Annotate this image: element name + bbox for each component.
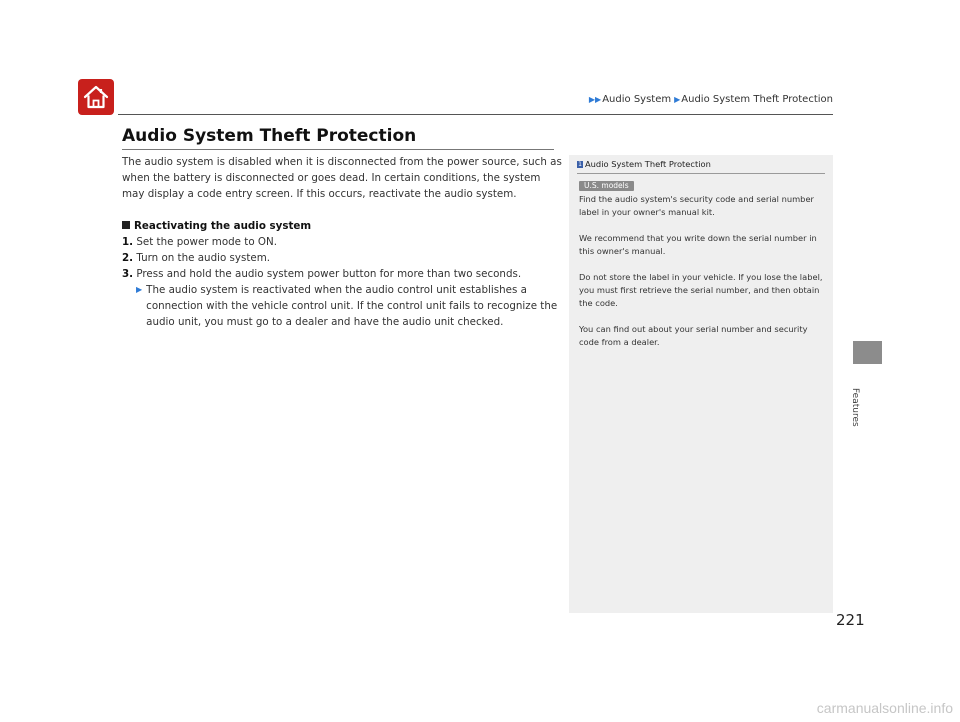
side-note-paragraph: Do not store the label in your vehicle. If you lose the label, you must first retrieve the serial number, and then obtain the code. xyxy=(579,272,823,308)
note-marker-icon: 1 xyxy=(578,161,582,168)
step-text: Turn on the audio system. xyxy=(136,252,271,264)
side-note-paragraph: You can find out about your serial number and security code from a dealer. xyxy=(579,324,808,347)
step-text: Set the power mode to ON. xyxy=(136,236,277,248)
step-number: 2. xyxy=(122,252,134,264)
side-note-title: Audio System Theft Protection xyxy=(585,159,711,169)
watermark: carmanualsonline.info xyxy=(816,700,953,716)
home-button[interactable] xyxy=(78,79,114,115)
step-result xyxy=(122,282,562,330)
square-bullet-icon xyxy=(122,221,130,229)
header-divider xyxy=(118,114,833,115)
side-note-paragraph: Find the audio system's security code and serial number label in your owner's manual kit. xyxy=(579,194,814,217)
step-result-text: The audio system is reactivated when the audio control unit establishes a connection with the vehicle control unit. If the control unit fails to recognize the audio unit, you must go to a dealer and have the audio unit checked. xyxy=(146,284,558,328)
section-heading xyxy=(122,218,562,234)
step-number: 1. xyxy=(122,236,134,248)
section-tab-marker[interactable] xyxy=(853,341,882,364)
page-title: Audio System Theft Protection xyxy=(122,126,417,146)
triangle-right-icon: ▶ xyxy=(136,285,143,294)
title-divider xyxy=(122,149,554,150)
step-text: Press and hold the audio system power button for more than two seconds. xyxy=(136,268,522,280)
triangle-right-icon: ▶ xyxy=(674,95,681,104)
step-3 xyxy=(122,266,562,282)
intro-paragraph: The audio system is disabled when it is disconnected from the power source, such as when the battery is disconnected or goes dead. In certain conditions, the system may display a code entry screen. If this occurs, reactivate the audio system. xyxy=(122,156,562,200)
region-badge: U.S. models xyxy=(579,181,634,191)
side-note-paragraph: We recommend that you write down the serial number in this owner's manual. xyxy=(579,233,817,256)
main-content xyxy=(122,154,562,330)
double-triangle-right-icon: ▶▶ xyxy=(588,95,602,104)
side-note-panel xyxy=(569,155,833,613)
breadcrumb-item-theft-protection[interactable]: Audio System Theft Protection xyxy=(681,94,833,105)
home-icon xyxy=(82,84,110,110)
step-number: 3. xyxy=(122,268,134,280)
section-tab-label: Features xyxy=(850,388,860,427)
step-2 xyxy=(122,250,562,266)
section-heading-text: Reactivating the audio system xyxy=(134,220,312,232)
side-note-header xyxy=(577,158,825,174)
page-number: 221 xyxy=(836,611,865,629)
breadcrumb-item-audio-system[interactable]: Audio System xyxy=(602,94,672,105)
breadcrumb xyxy=(588,94,833,105)
step-1 xyxy=(122,234,562,250)
